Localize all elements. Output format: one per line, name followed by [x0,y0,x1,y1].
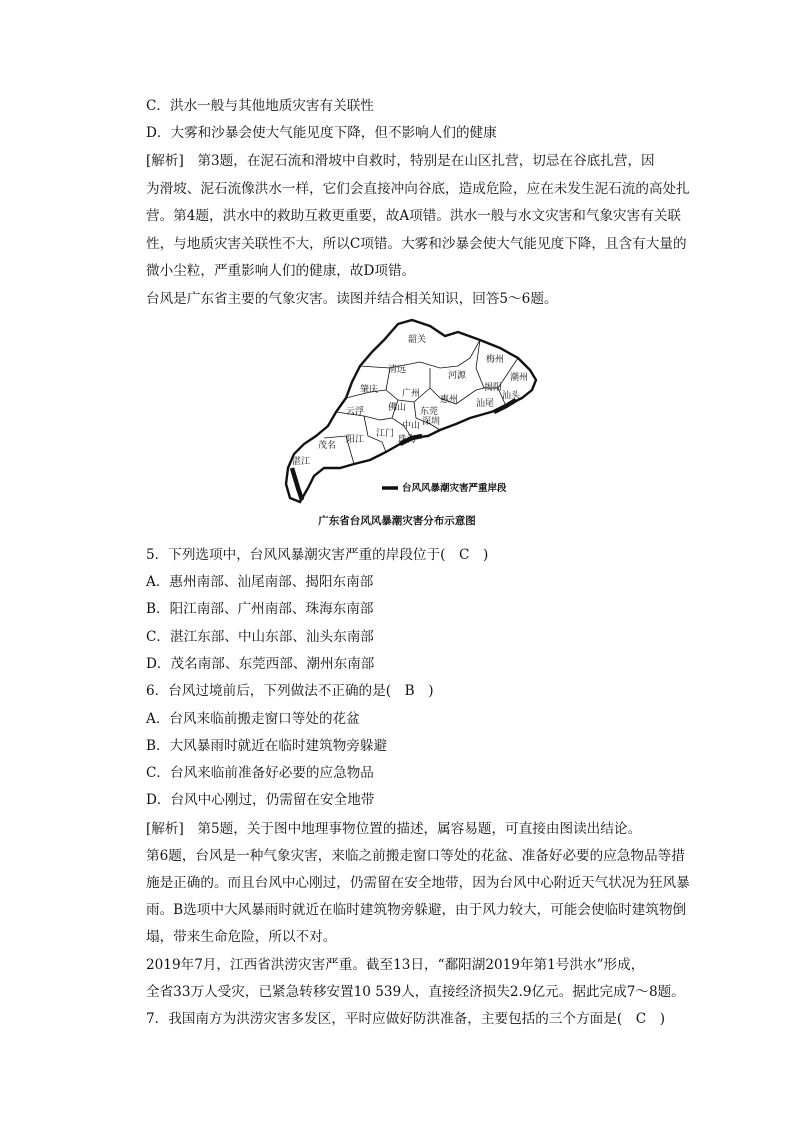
option-c-q5: C．湛江东部、中山东部、汕头东南部 [146,629,374,645]
map-label: 汕尾 [476,399,495,409]
map-caption: 广东省台风风暴潮灾害分布示意图 [318,515,476,527]
map-label: 茂名 [318,441,337,451]
analysis-line: 塌，带来生命危险，所以不对。 [146,929,337,945]
analysis-line: [解析] 第3题，在泥石流和滑坡中自救时，特别是在山区扎营，切忌在谷底扎营，因 [146,153,655,169]
question-6: 6．台风过境前后，下列做法不正确的是( B ) [146,683,434,699]
map-label: 湛江 [292,457,311,467]
map-label: 江门 [376,429,395,439]
map-label: 韶关 [408,335,427,345]
map-label: 清远 [388,365,407,375]
option-d-q4: D．大雾和沙暴会使大气能见度下降，但不影响人们的健康 [146,125,497,141]
map-label: 中山 [402,421,421,431]
map-label: 河源 [448,371,467,381]
analysis-line: 营。第4题，洪水中的救助互救更重要，故A项错。洪水一般与水文灾害和气象灾害有关联 [146,208,682,224]
map-label: 惠州 [440,395,459,405]
map-label: 东莞 [420,407,439,417]
passage-line: 2019年7月，江西省洪涝灾害严重。截至13日，“鄱阳湖2019年第1号洪水”形成， [146,957,645,973]
map-legend: 台风风暴潮灾害严重岸段 [402,483,507,494]
map-label: 揭阳 [484,383,503,393]
analysis-line: 施是正确的。而且台风中心刚过，仍需留在安全地带，因为台风中心附近天气状况为狂风暴 [146,875,690,891]
map-label: 广州 [402,389,421,399]
map-label: 汕头 [502,391,521,401]
option-a-q6: A．台风来临前搬走窗口等处的花盆 [146,711,360,727]
option-d-q5: D．茂名南部、东莞西部、潮州东南部 [146,656,375,672]
option-c-q4: C．洪水一般与其他地质灾害有关联性 [146,98,374,114]
question-intro: 台风是广东省主要的气象灾害。读图并结合相关知识，回答5～6题。 [146,291,558,307]
map-label: 珠海 [398,435,417,445]
map-label: 深圳 [422,417,441,427]
passage-line: 全省33万人受灾，已紧急转移安置10 539人，直接经济损失2.9亿元。据此完成7～8题。 [146,984,685,1000]
analysis-line: 雨。B选项中大风暴雨时就近在临时建筑物旁躲避，由于风力较大，可能会使临时建筑物倒 [146,902,687,918]
question-5: 5．下列选项中，台风风暴潮灾害严重的岸段位于( C ) [146,547,489,563]
map-label: 梅州 [486,355,505,365]
analysis-line: 第6题，台风是一种气象灾害，来临之前搬走窗口等处的花盆、准备好必要的应急物品等措 [146,848,685,864]
guangdong-typhoon-map [280,318,540,508]
map-label: 阳江 [346,435,365,445]
map-label: 云浮 [346,407,365,417]
map-label: 佛山 [388,403,407,413]
question-7: 7．我国南方为洪涝灾害多发区，平时应做好防洪准备，主要包括的三个方面是( C ) [146,1011,666,1027]
option-b-q5: B．阳江南部、广州南部、珠海东南部 [146,601,374,617]
analysis-line: 性，与地质灾害关联性不大，所以C项错。大雾和沙暴会使大气能见度下降，且含有大量的 [146,236,687,252]
analysis-line: [解析] 第5题，关于图中地理事物位置的描述，属容易题，可直接由图读出结论。 [146,821,642,837]
option-c-q6: C．台风来临前准备好必要的应急物品 [146,765,374,781]
map-label: 潮州 [510,373,529,383]
option-b-q6: B．大风暴雨时就近在临时建筑物旁躲避 [146,738,388,754]
option-a-q5: A．惠州南部、汕尾南部、揭阳东南部 [146,574,374,590]
option-d-q6: D．台风中心刚过，仍需留在安全地带 [146,792,375,808]
map-label: 肇庆 [360,385,379,395]
analysis-line: 为滑坡、泥石流像洪水一样，它们会直接冲向谷底，造成危险，应在未发生泥石流的高处扎 [146,181,690,197]
analysis-line: 微小尘粒，严重影响人们的健康，故D项错。 [146,263,416,279]
